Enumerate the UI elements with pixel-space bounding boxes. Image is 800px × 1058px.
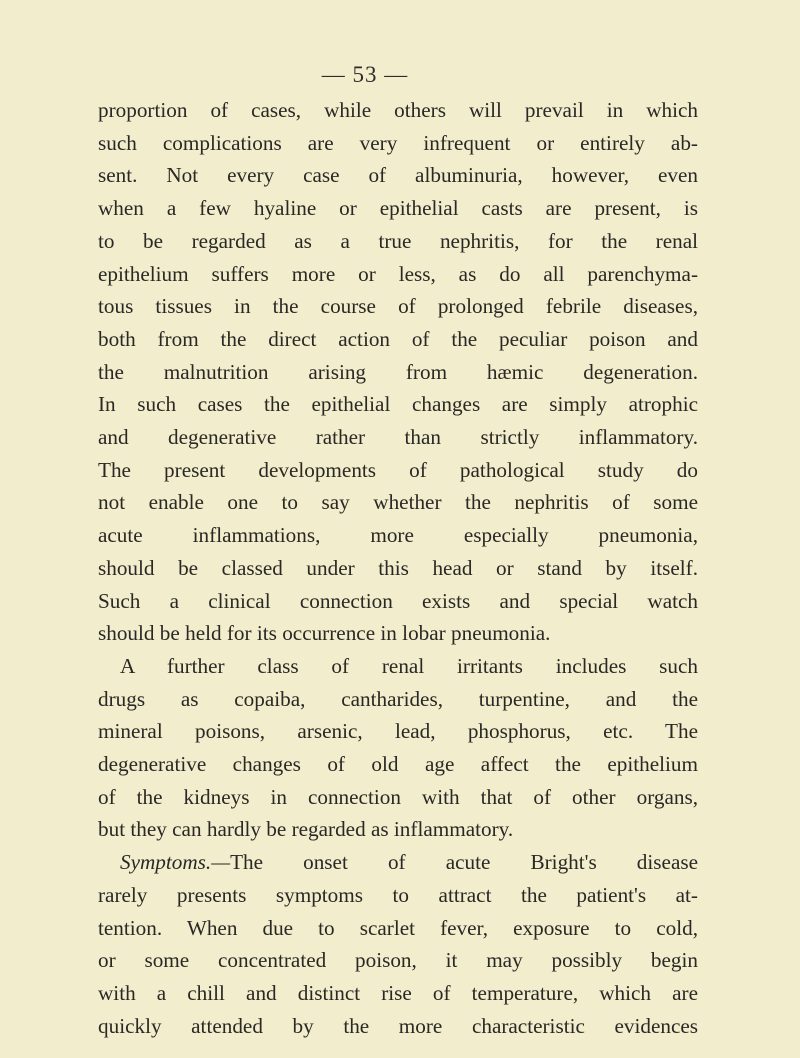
text-line: drugs as copaiba, cantharides, turpentine, and the <box>98 686 698 711</box>
text-line: The onset of acute Bright's disease <box>230 850 698 875</box>
text-line: when a few hyaline or epithelial casts are present, is <box>98 196 698 221</box>
text-line: both from the direct action of the peculiar poison and <box>98 326 698 351</box>
text-line: the malnutrition arising from hæmic degeneration. <box>98 359 698 384</box>
text-line: acute inflammations, more especially pneumonia, <box>98 523 698 548</box>
body-text <box>98 94 698 1042</box>
text-line: tous tissues in the course of prolonged febrile diseases, <box>98 294 698 319</box>
text-line: should be held for its occurrence in lobar pneumonia. <box>98 621 551 646</box>
text-line: epithelium suffers more or less, as do all parenchyma- <box>98 261 698 286</box>
text-line: not enable one to say whether the nephritis of some <box>98 490 698 515</box>
text-line: such complications are very infrequent or entirely ab- <box>98 130 698 155</box>
text-line: quickly attended by the more characteristic evidences <box>98 1013 698 1038</box>
text-line: The present developments of pathological study do <box>98 457 698 482</box>
text-line: should be classed under this head or stand by itself. <box>98 555 698 580</box>
text-line: In such cases the epithelial changes are simply atrophic <box>98 392 698 417</box>
text-line: sent. Not every case of albuminuria, however, even <box>98 163 698 188</box>
text-line: and degenerative rather than strictly inflammatory. <box>98 425 698 450</box>
text-line: or some concentrated poison, it may possibly begin <box>98 948 698 973</box>
text-line: rarely presents symptoms to attract the patient's at- <box>98 882 698 907</box>
text-line: tention. When due to scarlet fever, exposure to cold, <box>98 915 698 940</box>
text-line: of the kidneys in connection with that of other organs, <box>98 784 698 809</box>
page-number: — 53 — <box>321 62 409 87</box>
text-line: A further class of renal irritants includes such <box>120 653 698 678</box>
text-line: but they can hardly be regarded as inflammatory. <box>98 817 514 842</box>
text-line: Such a clinical connection exists and special watch <box>98 588 698 613</box>
text-line: to be regarded as a true nephritis, for the renal <box>98 228 698 253</box>
symptoms-heading: Symptoms.— <box>120 850 231 875</box>
symptoms-paragraph-start <box>98 846 698 879</box>
text-line: degenerative changes of old age affect the epithelium <box>98 752 698 777</box>
text-line: with a chill and distinct rise of temperature, which are <box>98 980 698 1005</box>
text-line: mineral poisons, arsenic, lead, phosphorus, etc. The <box>98 719 698 744</box>
text-line: proportion of cases, while others will prevail in which <box>98 98 698 122</box>
